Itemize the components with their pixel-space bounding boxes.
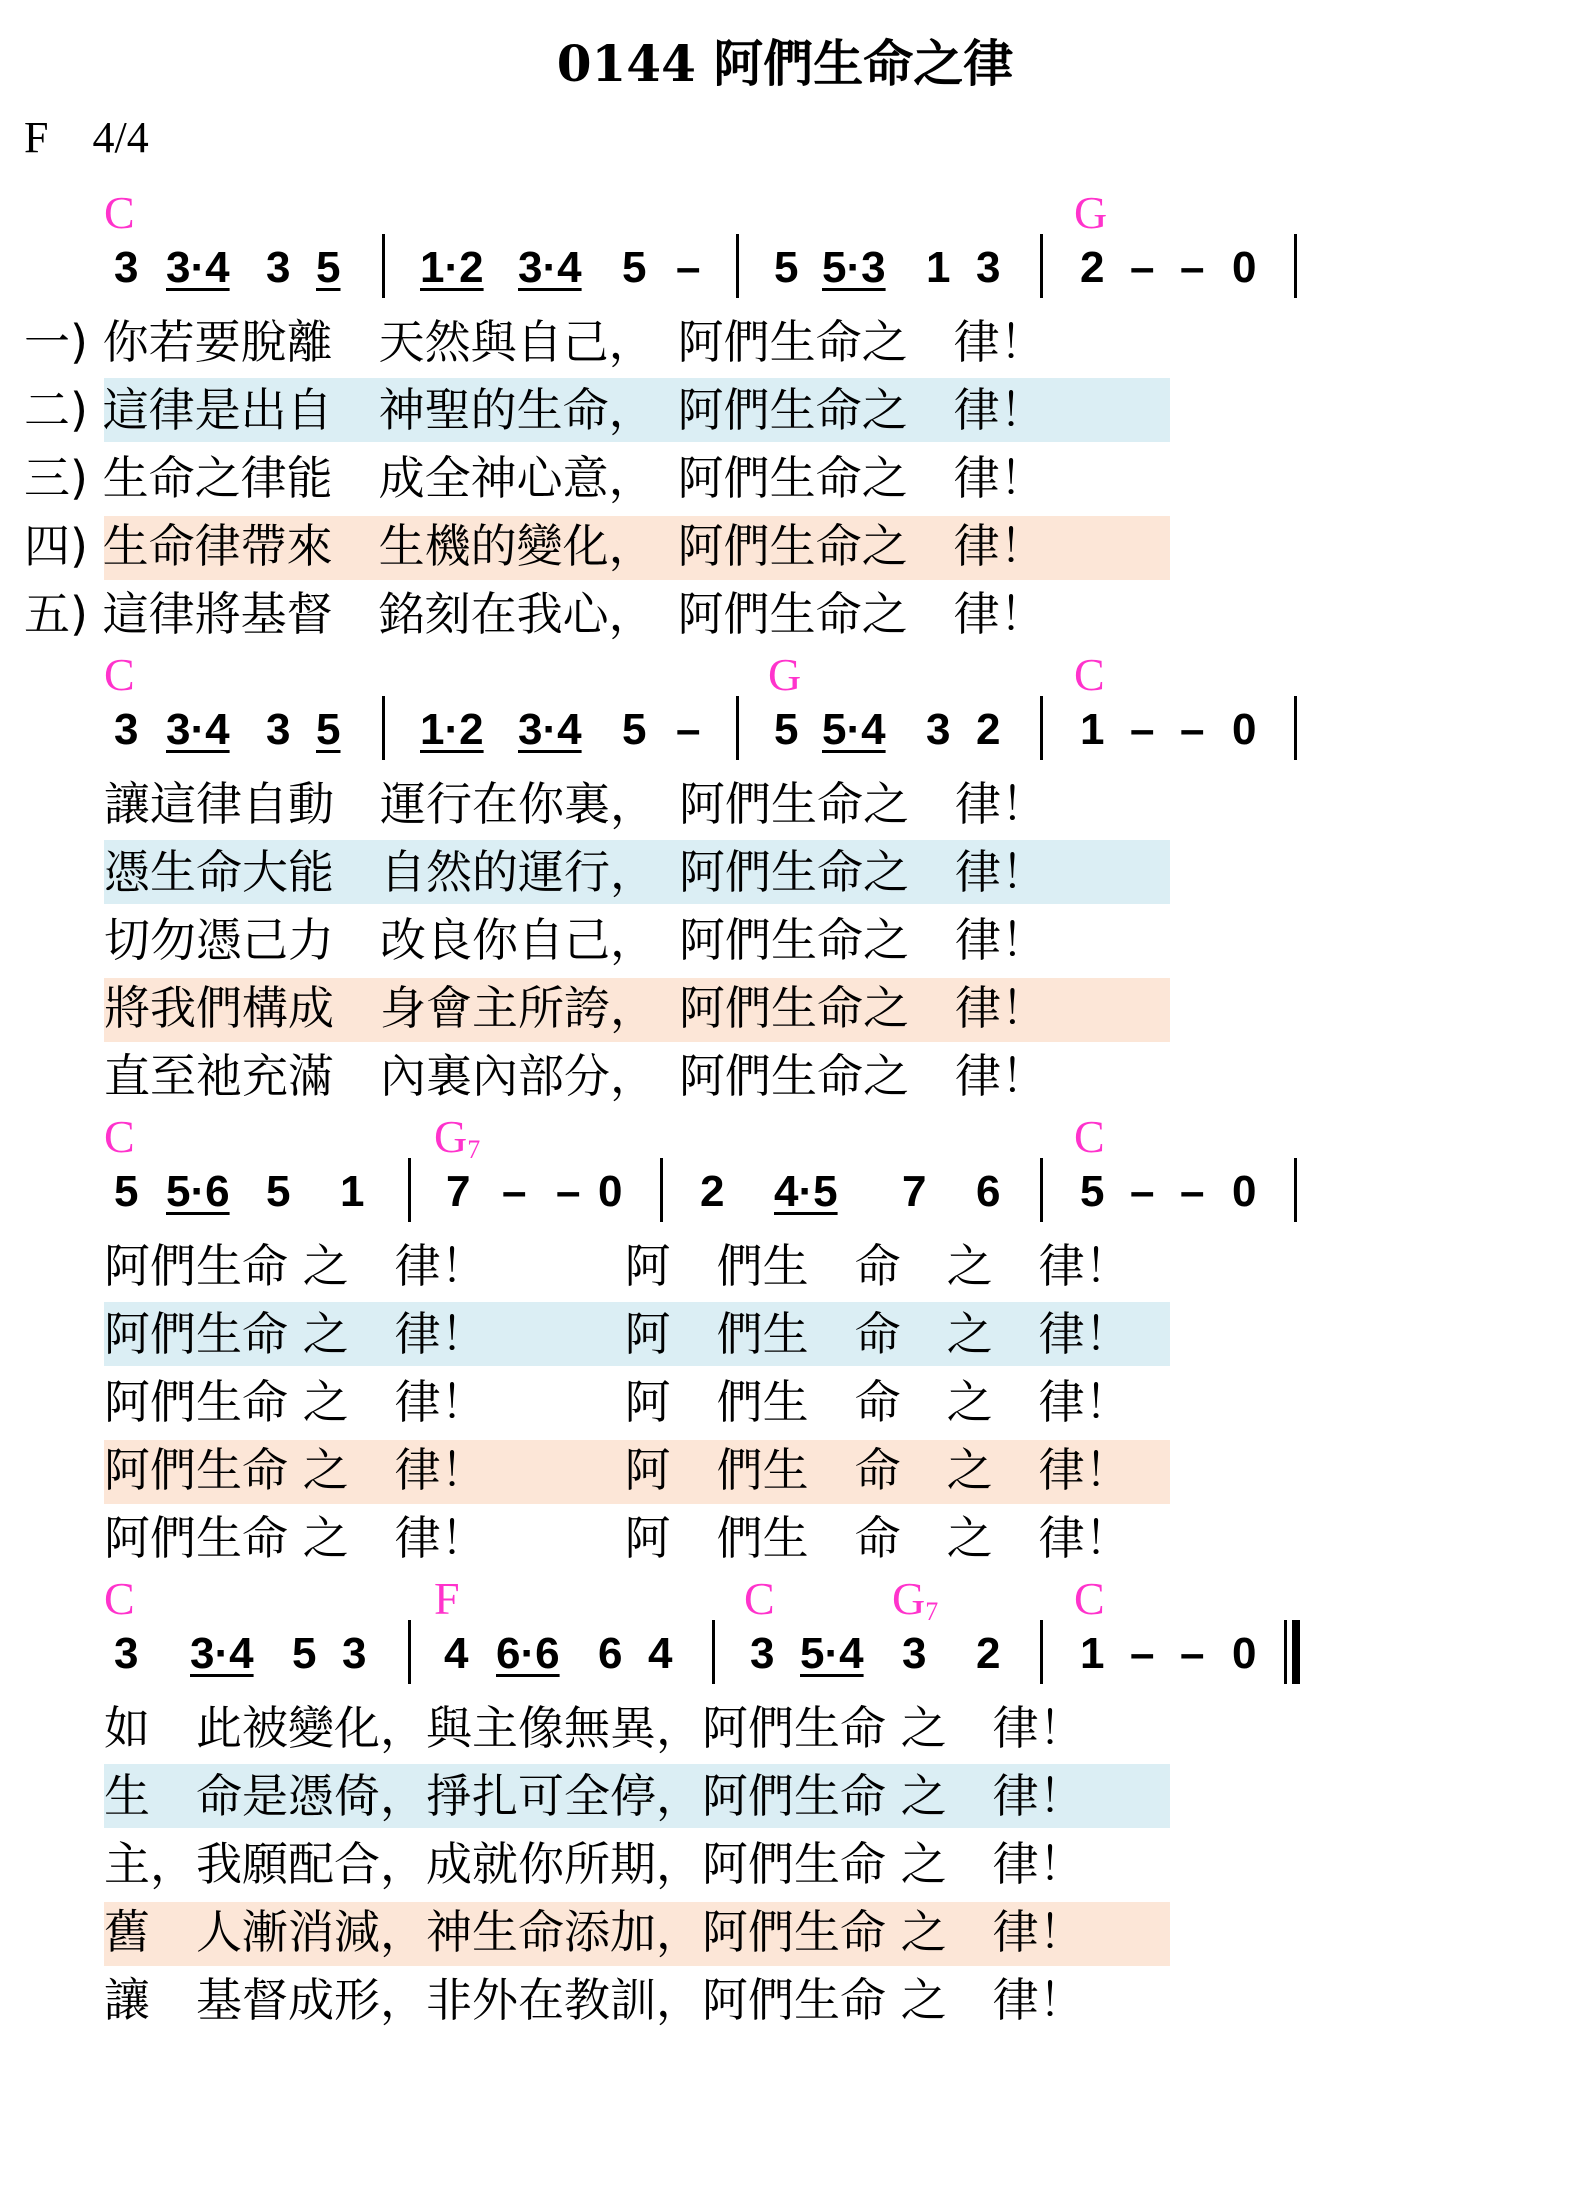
note: – xyxy=(676,705,701,754)
note: 3 xyxy=(114,1629,139,1678)
barline xyxy=(660,1158,663,1222)
note: 2 xyxy=(700,1167,725,1216)
chord-label: F xyxy=(434,1573,460,1624)
note: 7 xyxy=(446,1167,471,1216)
barline xyxy=(382,696,385,760)
note: 5 xyxy=(622,243,647,292)
chord-label: C xyxy=(744,1573,775,1624)
note: 4·5 xyxy=(774,1167,838,1216)
note: – xyxy=(1180,705,1205,754)
note: 3·4 xyxy=(518,243,582,292)
note: – xyxy=(502,1167,527,1216)
note: 0 xyxy=(1232,1167,1257,1216)
note: 5 xyxy=(1080,1167,1105,1216)
lyric-line: 讓 基督成形，非外在教訓，阿們生命 之 律！ xyxy=(104,1973,1085,2027)
barline xyxy=(1294,696,1297,760)
note: – xyxy=(1130,705,1155,754)
lyric-line: 阿們生命 之 律！ 阿 們生 命 之 律！ xyxy=(104,1511,1131,1565)
final-barline-thin xyxy=(1284,1620,1287,1684)
chord-label-g7: $G_7$ xyxy=(892,1573,939,1626)
note: 3 xyxy=(266,243,291,292)
barline xyxy=(1040,696,1043,760)
barline xyxy=(736,696,739,760)
note: 2 xyxy=(976,1629,1001,1678)
chord-label: C xyxy=(1074,649,1105,700)
barline xyxy=(408,1620,411,1684)
note: 3 xyxy=(976,243,1001,292)
final-barline-thick xyxy=(1292,1620,1300,1684)
note: 1·2 xyxy=(420,243,484,292)
key-time-signature: F 4/4 xyxy=(24,113,149,162)
note: 4 xyxy=(648,1629,673,1678)
lyric-line: 如 此被變化，與主像無異，阿們生命 之 律！ xyxy=(104,1701,1085,1755)
lyric-line: 二) 這律是出自 神聖的生命， 阿們生命之 律！ xyxy=(24,383,1046,437)
note: 2 xyxy=(1080,243,1105,292)
lyric-line: 舊 人漸消減，神生命添加，阿們生命 之 律！ xyxy=(104,1905,1085,1959)
barline xyxy=(1040,1158,1043,1222)
lyric-line: 憑生命大能 自然的運行， 阿們生命之 律！ xyxy=(104,845,1047,899)
chord-label: C xyxy=(1074,1111,1105,1162)
note: 6 xyxy=(976,1167,1001,1216)
barline xyxy=(736,234,739,298)
lyric-line: 主，我願配合，成就你所期，阿們生命 之 律！ xyxy=(104,1837,1085,1891)
note: – xyxy=(1130,1167,1155,1216)
note: 7 xyxy=(902,1167,927,1216)
note: 1 xyxy=(1080,1629,1105,1678)
lyric-line: 阿們生命 之 律！ 阿 們生 命 之 律！ xyxy=(104,1375,1131,1429)
chord-label: C xyxy=(104,1573,135,1624)
note: 0 xyxy=(1232,1629,1257,1678)
barline xyxy=(382,234,385,298)
note: 3·4 xyxy=(166,705,230,754)
note: 3 xyxy=(750,1629,775,1678)
note: 0 xyxy=(598,1167,623,1216)
note: 5 xyxy=(316,705,341,754)
lyric-line: 直至祂充滿 內裏內部分， 阿們生命之 律！ xyxy=(104,1049,1047,1103)
lyric-line: 四) 生命律帶來 生機的變化， 阿們生命之 律！ xyxy=(24,519,1046,573)
lyric-line: 將我們構成 身會主所誇， 阿們生命之 律！ xyxy=(104,981,1047,1035)
note: 1 xyxy=(926,243,951,292)
note: – xyxy=(1130,243,1155,292)
note: 3 xyxy=(114,243,139,292)
note: 3 xyxy=(902,1629,927,1678)
note: 5·6 xyxy=(166,1167,230,1216)
lyric-line: 生 命是憑倚，掙扎可全停，阿們生命 之 律！ xyxy=(104,1769,1085,1823)
chord-label: G xyxy=(1074,187,1108,238)
note: 6 xyxy=(598,1629,623,1678)
lyric-line: 一) 你若要脫離 天然與自己， 阿們生命之 律！ xyxy=(24,315,1046,369)
hymn-title: 0144 阿們生命之律 xyxy=(556,34,1014,93)
note: 3 xyxy=(926,705,951,754)
note: 2 xyxy=(976,705,1001,754)
barline xyxy=(1040,234,1043,298)
lyric-line: 讓這律自動 運行在你裏， 阿們生命之 律！ xyxy=(104,777,1047,831)
note: – xyxy=(556,1167,581,1216)
note: – xyxy=(1180,1167,1205,1216)
note: 5·3 xyxy=(822,243,886,292)
lyric-line: 阿們生命 之 律！ 阿 們生 命 之 律！ xyxy=(104,1307,1131,1361)
lyric-line: 阿們生命 之 律！ 阿 們生 命 之 律！ xyxy=(104,1239,1131,1293)
note: 5 xyxy=(622,705,647,754)
note: – xyxy=(1180,243,1205,292)
chord-label-g7: $G_7$ xyxy=(434,1111,481,1164)
note: 5 xyxy=(774,243,799,292)
lyric-line: 切勿憑己力 改良你自己， 阿們生命之 律！ xyxy=(104,913,1047,967)
note: 1·2 xyxy=(420,705,484,754)
note: 0 xyxy=(1232,705,1257,754)
note: 5 xyxy=(316,243,341,292)
lyric-line: 阿們生命 之 律！ 阿 們生 命 之 律！ xyxy=(104,1443,1131,1497)
note: – xyxy=(676,243,701,292)
chord-label: C xyxy=(104,1111,135,1162)
note: 1 xyxy=(1080,705,1105,754)
note: 3 xyxy=(266,705,291,754)
barline xyxy=(1040,1620,1043,1684)
chord-label: C xyxy=(104,187,135,238)
note: 5 xyxy=(774,705,799,754)
lyric-line: 三) 生命之律能 成全神心意， 阿們生命之 律！ xyxy=(24,451,1046,505)
chord-label: G xyxy=(768,649,802,700)
note: 5 xyxy=(114,1167,139,1216)
note: – xyxy=(1130,1629,1155,1678)
note: 0 xyxy=(1232,243,1257,292)
chord-label: C xyxy=(104,649,135,700)
note: 5 xyxy=(266,1167,291,1216)
barline xyxy=(1294,1158,1297,1222)
barline xyxy=(712,1620,715,1684)
note: 3 xyxy=(114,705,139,754)
note: 3·4 xyxy=(190,1629,254,1678)
note: 5·4 xyxy=(822,705,886,754)
note: – xyxy=(1180,1629,1205,1678)
note: 3 xyxy=(342,1629,367,1678)
note: 3·4 xyxy=(518,705,582,754)
barline xyxy=(408,1158,411,1222)
note: 6·6 xyxy=(496,1629,560,1678)
note: 4 xyxy=(444,1629,469,1678)
note: 3·4 xyxy=(166,243,230,292)
lyric-line: 五) 這律將基督 銘刻在我心， 阿們生命之 律！ xyxy=(24,587,1046,641)
note: 1 xyxy=(340,1167,365,1216)
barline xyxy=(1294,234,1297,298)
chord-label: C xyxy=(1074,1573,1105,1624)
note: 5 xyxy=(292,1629,317,1678)
note: 5·4 xyxy=(800,1629,864,1678)
